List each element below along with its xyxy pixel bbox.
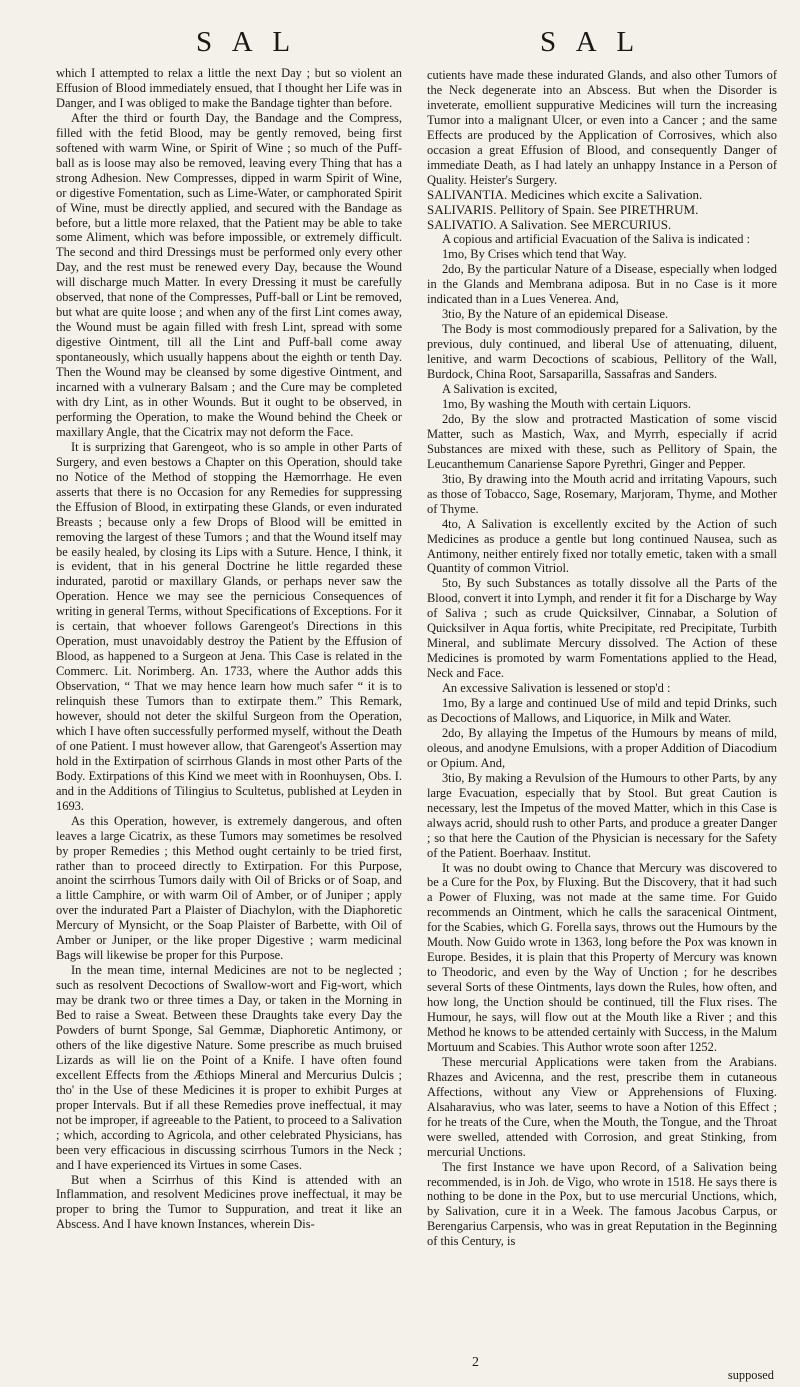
right-paragraph-9: The Body is most commodiously prepared for a Salivation, by the previous, duly continued, and liberal Use of attenuating, diluent, lenitive, and warm Decoctions of scabious, Pellitory of the Wall, Burdock, China Root, Sarsaparilla, Sassafras and Sanders. [427, 322, 777, 382]
left-paragraph-3: It is surprizing that Garengeot, who is so ample in other Parts of Surgery, and even bestows a Chapter on this Operation, should take no Notice of the Method of stopping the Hæmorrhage. He even asserts that there is no Occasion for any Remedies for suppressing the Effusion of Blood, in extirpating these Glands, or even indurated Breasts ; because only a few Drops of Blood will be emitted in removing the largest of these Tumors ; and that the Wound itself may be easily healed, by closing its Lips with a Suture. Hence, I think, it is evident, that in his general Doctrine he little regarded these indurated, parotid or maxillary Glands, or perhaps never saw the Operation. Hence we may see the pernicious Consequences of writing in general Terms, without Specifications of Exceptions. For it is certain, that whoever follows Garengeot's Directions in this Operation, must unavoidably destroy the Patient by the Effusion of Blood, as happened to a Surgeon at Jena. This Case is related in the Commerc. Lit. Norimberg. An. 1733, where the Author adds this Observation, “ That we may hence learn how much safer “ it is to relinquish these Tumors than to extirpate them.” This Remark, however, should not deter the skilful Surgeon from the Operation, which I have often successfully performed myself, without the Death of one Patient. I must however allow, that Garengeot's Assertion may hold in the Extirpation of scirrhous Glands in most other Parts of the Body. Extirpations of this Kind we meet with in Roonhuysen, Obs. I. and in the Additions of Tilingius to Scultetus, published at Leyden in 1693. [56, 439, 402, 813]
left-paragraph-5: In the mean time, internal Medicines are not to be neglected ; such as resolvent Decoctions of Swallow-wort and Fig-wort, which may be drank two or three times a Day, or taken in the Morning in Bed to raise a Sweat. Between these Draughts take every Day the Powders of burnt Sponge, Sal Gemmæ, Diaphoretic Antimony, or others of the like digestive Nature. Some prescribe as much bruised Lizards as will lie on the Point of a Knife. I have often found excellent Effects from the Æthiops Mineral and Mercurius Dulcis ; tho' in the Use of these Medicines it is proper to exhibit Purges at proper Intervals. But if all these Remedies prove ineffectual, it may not be improper, if agreeable to the Patient, to proceed to a Salivation ; which, according to Agricola, and other celebrated Physicians, has been very efficacious in discussing scirrhous Tumors in the Neck ; and I have experienced its Virtues in some Cases. [56, 963, 402, 1172]
right-paragraph-12: 2do, By the slow and protracted Mastication of some viscid Matter, such as Mastich, Wax, and Myrrh, especially if acrid Substances are mixed with these, such as Pellitory of Spain, the Leucanthemum Canariense Sapore Pyrethri, Ginger and Pepper. [427, 411, 777, 471]
running-head-right: S A L [540, 26, 642, 58]
right-paragraph-8: 3tio, By the Nature of an epidemical Disease. [441, 307, 669, 322]
right-paragraph-22: The first Instance we have upon Record, of a Salivation being recommended, is in Joh. de Vigo, who wrote in 1518. He says there is nothing to be done in the Pox, but to use mercurial Unctions, which, by Salivation, cure it in a Week. The famous Jacobus Carpus, or Berengarius Carpensis, who was in great Reputation in the Beginning of this Century, is [427, 1159, 777, 1249]
right-paragraph-20: It was no doubt owing to Chance that Mercury was discovered to be a Cure for the Pox, by Fluxing. But the Discovery, that it had such a Power of Fluxing, was not made at the same time. For Guido recommends an Ointment, which he calls the saracenical Ointment, for the Scabies, which G. Forella says, throws out the Humours by the Mouth. Now Guido wrote in 1363, long before the Pox was known in Europe. Besides, it is plain that this Property of Mercury was known to Theodoric, and even by the Way of Unction ; for he describes several Sorts of these Ointments, lays down the Rules, how often, and how long, the Unction should be continued, till the Flux rises. The Humour, he says, will flow out at the Mouth like a River ; and this Method he knows to be attended certainly with Success, in the Malum Mortuum and Scabies. This Author wrote soon after 1252. [427, 860, 777, 1054]
right-paragraph-15: 5to, By such Substances as totally dissolve all the Parts of the Blood, convert it into Lymph, and render it fit for a Discharge by Way of Saliva ; such as crude Quicksilver, Cinnabar, a Solution of Quicksilver in Aqua fortis, white Precipitate, red Precipitate, Turbith Mineral, and sublimate Mercury dissolved. The Action of these Medicines is promoted by warm Fomentations applied to the Head, Neck and Face. [427, 576, 777, 681]
page-number: 2 [472, 1355, 479, 1370]
entry-salivatio: SALIVATIO. A Salivation. See MERCURIUS. [427, 216, 672, 232]
right-column [427, 68, 777, 1249]
left-paragraph-4: As this Operation, however, is extremely dangerous, and often leaves a large Cicatrix, as these Tumors may sometimes be resolved by proper Remedies ; this Method ought certainly to be tried first, rather than to proceed directly to Extirpation. For this Purpose, anoint the scirrhous Tumors daily with Oil of Bricks or of Soap, and a little Camphire, or with warm Oil of Amber, or of Juniper ; apply over the indurated Part a Plaister of Diachylon, with the Diaphoretic Mercury of Mynsicht, or the Soap Plaister of Barbette, with Oil of Amber or Juniper, or the like proper Digestive ; warm medicinal Bags will likewise be proper for this Purpose. [56, 813, 402, 963]
entry-salivaris: SALIVARIS. Pellitory of Spain. See PIRETHRUM. [427, 201, 699, 217]
right-paragraph-11: 1mo, By washing the Mouth with certain Liquors. [441, 396, 692, 411]
right-paragraph-13: 3tio, By drawing into the Mouth acrid and irritating Vapours, such as those of Tobacco, Sage, Rosemary, Marjoram, Thyme, and Mother of Thyme. [427, 471, 777, 516]
left-column [56, 66, 402, 1232]
running-head-left: S A L [196, 26, 298, 58]
right-paragraph-10: A Salivation is excited, [441, 382, 558, 397]
right-paragraph-18: 2do, By allaying the Impetus of the Humours by means of mild, oleous, and anodyne Emulsions, with a proper Addition of Diacodium or Opium. And, [427, 725, 777, 770]
right-paragraph-5: A copious and artificial Evacuation of the Saliva is indicated : [441, 232, 751, 247]
right-paragraph-16: An excessive Salivation is lessened or stop'd : [441, 681, 671, 696]
right-paragraph-14: 4to, A Salivation is excellently excited by the Action of such Medicines as produce a gentle but long continued Nausea, such as Antimony, neither entirely fixed nor totally emetic, taken with a small Quantity of common Vitriol. [427, 516, 777, 576]
right-paragraph-1: cutients have made these indurated Glands, and also other Tumors of the Neck degenerate into an Abscess. But when the Disorder is inveterate, emollient suppurative Medicines will turn the increasing Tumor into a malignant Ulcer, or even into a Cancer ; and the same Effects are produced by the Application of Corrosives, which also occasion a great Effusion of Blood, and consequently Danger of immediate Death, as I had lately an unhappy Instance in a Person of Quality. Heister's Surgery. [427, 68, 777, 187]
entry-salivantia: SALIVANTIA. Medicines which excite a Salivation. [427, 186, 703, 202]
right-paragraph-6: 1mo, By Crises which tend that Way. [441, 247, 627, 262]
catchword: supposed [727, 1368, 774, 1382]
right-paragraph-7: 2do, By the particular Nature of a Disease, especially when lodged in the Glands and Membrana adiposa. But in no Case is it more indicated than in a Lues Venerea. And, [427, 262, 777, 307]
right-paragraph-17: 1mo, By a large and continued Use of mild and tepid Drinks, such as Decoctions of Mallows, and Liquorice, in Milk and Water. [427, 696, 777, 725]
right-paragraph-19: 3tio, By making a Revulsion of the Humours to other Parts, by any large Evacuation, especially that by Stool. But great Caution is necessary, lest the Impetus of the moved Matter, which in this Case is always acrid, should rush to other Parts, and produce a greater Danger ; so that here the Caution of the Physician is necessary for the Safety of the Patient. Boerhaav. Institut. [427, 770, 777, 860]
left-paragraph-6: But when a Scirrhus of this Kind is attended with an Inflammation, and resolvent Medicines prove ineffectual, it may be proper to bring the Tumor to Suppuration, and treat it like an Abscess. And I have known Instances, wherein Dis- [56, 1172, 402, 1232]
right-paragraph-21: These mercurial Applications were taken from the Arabians. Rhazes and Avicenna, and the rest, prescribe them in cutaneous Affections, without any View or Apprehensions of Fluxing. Alsaharavius, who was later, seems to have a Notion of this Effect ; for he treats of the Cure, when the Mouth, the Tongue, and the Throat were swelled, attended with Corrosion, and great Stinking, from mercurial Unctions. [427, 1054, 777, 1159]
left-paragraph-2: After the third or fourth Day, the Bandage and the Compress, filled with the fetid Blood, may be gently removed, being first softened with warm Wine, or Spirit of Wine ; so much of the Puff-ball as is loose may also be removed, leaving every Thing that has a strong Adhesion. New Compresses, dipped in warm Spirit of Wine, or digestive Fomentation, such as Lime-Water, or camphorated Spirit of Wine, must be directly applied, and secured with the Bandage as before, but a little more relaxed, that the Patient may be able to take some Aliment, which was before impossible, or extremely difficult. The second and third Dressings must be performed only every other Day, and the rest must be renewed every Day, because the Wound will discharge much Matter. In every Dressing it must be carefully observed, that none of the Compresses, Puff-ball or Lint be removed, but what are quite loose ; and when any of the first Lint comes away, the Wound must be again filled with fresh Lint, spread with some digestive Ointment, till all the Lint and Puff-ball come away spontaneously, which usually happens about the eighth or tenth Day. Then the Wound may be cleansed by some digestive Ointment, and incarned with a vulnerary Balsam ; and the Cure may be completed with dry Lint, as in other Wounds. But it ought to be observed, in performing the Operation, to make the Wound behind the Cheek or maxillary Angle, that the Cicatrix may not deform the Face. [56, 110, 402, 439]
left-paragraph-1: which I attempted to relax a little the next Day ; but so violent an Effusion of Blood immediately ensued, that I thought her Life was in Danger, and I was obliged to make the Bandage tighter than before. [56, 66, 402, 110]
